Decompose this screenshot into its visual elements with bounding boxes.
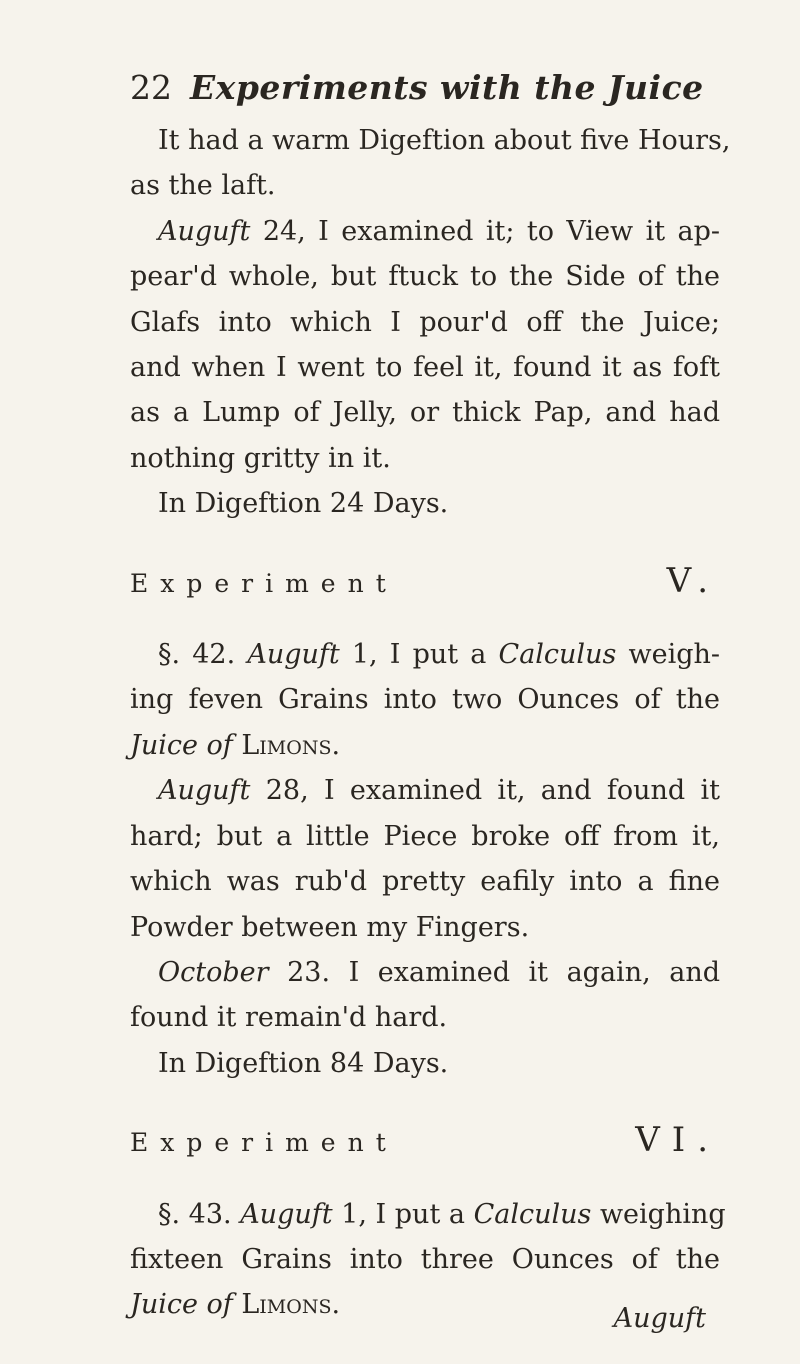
- text-line: It had a warm Digeftion about five Hours,: [158, 125, 731, 156]
- experiment-heading: [130, 1118, 720, 1165]
- text-line: hard; but a little Piece broke off from it,: [130, 820, 720, 852]
- text-line: [130, 1192, 726, 1237]
- date-italic: Auguft: [247, 639, 340, 671]
- page-number: 22: [130, 68, 172, 107]
- date-italic: October: [158, 956, 269, 988]
- text-line: [130, 209, 720, 254]
- text-span: 23. I examined it again, and: [268, 956, 720, 988]
- text-span: weigh-: [616, 639, 720, 671]
- text-line: fixteen Grains into three Ounces of the: [130, 1243, 720, 1275]
- text-line: ing feven Grains into two Ounces of the: [130, 684, 720, 716]
- catchword: Auguft: [613, 1303, 706, 1334]
- text-line: as a Lump of Jelly, or thick Pap, and had: [130, 397, 720, 429]
- heading-text: Experiment: [130, 568, 398, 598]
- text-span: 28, I examined it, and found it: [250, 775, 720, 807]
- text-span: weighing: [591, 1198, 726, 1230]
- heading-number: VI.: [635, 1120, 720, 1161]
- text-line: found it remain'd hard.: [130, 1002, 448, 1034]
- text-line: and when I went to feel it, found it as foft: [130, 352, 720, 384]
- heading-number: V.: [666, 560, 720, 601]
- heading-text: Experiment: [130, 1128, 398, 1158]
- date-italic: Auguft: [240, 1198, 333, 1230]
- text-line: Powder between my Fingers.: [130, 911, 530, 943]
- experiment-heading: [130, 559, 720, 606]
- text-line: [130, 632, 720, 677]
- text-line: Glafs into which I pour'd off the Juice;: [130, 306, 720, 338]
- text-line: as the laft.: [130, 170, 276, 202]
- text-line: In Digeftion 84 Days.: [158, 1047, 449, 1079]
- text-span: 24, I examined it; to View it ap-: [250, 215, 720, 247]
- body-text: [130, 118, 731, 1328]
- date-italic: Auguft: [158, 215, 251, 247]
- running-head: Experiments with the Juice: [190, 68, 704, 107]
- section-mark: §. 42.: [158, 639, 248, 671]
- section-mark: §. 43.: [158, 1198, 241, 1230]
- text-line: In Digeftion 24 Days.: [158, 488, 449, 520]
- text-span: Limons.: [232, 729, 341, 761]
- text-line: nothing gritty in it.: [130, 442, 391, 474]
- text-line: [130, 768, 720, 813]
- term-italic: Juice of: [130, 729, 233, 761]
- term-italic: Juice of: [130, 1289, 233, 1321]
- text-span: 1, I put a: [339, 639, 499, 671]
- text-line: pear'd whole, but ftuck to the Side of the: [130, 261, 720, 293]
- date-italic: Auguft: [158, 775, 251, 807]
- text-span: 1, I put a: [332, 1198, 474, 1230]
- text-span: Limons.: [232, 1289, 341, 1321]
- text-line: [130, 723, 720, 768]
- term-italic: Calculus: [498, 639, 617, 671]
- text-line: which was rub'd pretty eafily into a fine: [130, 866, 720, 898]
- text-line: [130, 950, 720, 995]
- term-italic: Calculus: [473, 1198, 592, 1230]
